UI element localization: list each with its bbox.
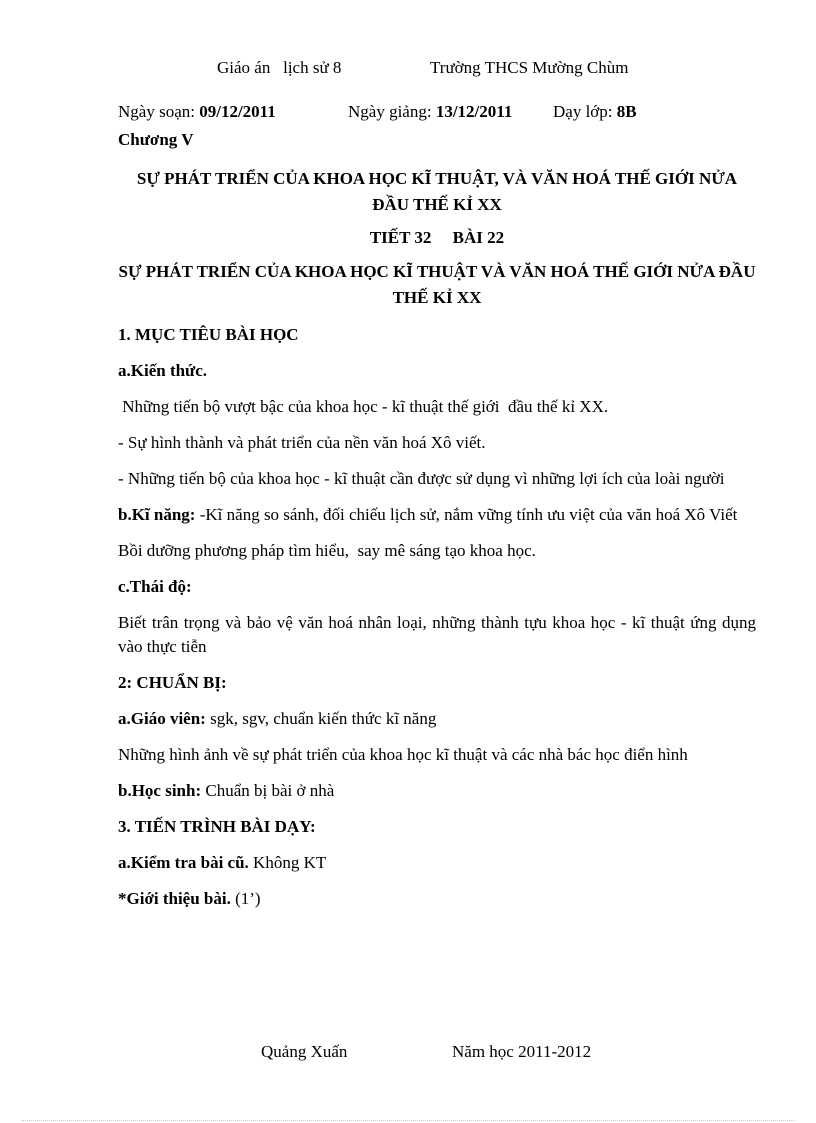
header-subject: Giáo án lịch sử 8 [217, 58, 342, 77]
teacher-paragraph [118, 707, 756, 731]
class-value: 8B [616, 102, 637, 121]
attitude-text: Biết trân trọng và bảo vệ văn hoá nhân loại, những thành tựu khoa học - kĩ thuật ứng dụng vào thực tiễn [118, 613, 756, 656]
knowledge-item-1: Những tiến bộ vượt bậc của khoa học - kĩ thuật thế giới đầu thế kỉ XX. [118, 397, 609, 416]
chapter-title: SỰ PHÁT TRIỂN CỦA KHOA HỌC KĨ THUẬT, VÀ VĂN HOÁ THẾ GIỚI NỬA ĐẦU THẾ KỈ XX [136, 169, 738, 214]
lesson-number: TIẾT 32 BÀI 22 [369, 228, 505, 247]
intro-label: *Giới thiệu bài. [118, 889, 236, 908]
knowledge-heading: a.Kiến thức. [118, 361, 208, 380]
section-objectives-heading: 1. MỤC TIÊU BÀI HỌC [118, 325, 299, 344]
check-label: a.Kiểm tra bài cũ. [118, 853, 254, 872]
section-preparation-heading: 2: CHUẨN BỊ: [118, 673, 227, 692]
teacher-label: a.Giáo viên: [118, 709, 211, 728]
date-line [118, 98, 756, 124]
footer-school-year: Năm học 2011-2012 [452, 1042, 592, 1061]
teach-date-value: 13/12/2011 [435, 102, 513, 121]
intro-paragraph [118, 887, 756, 911]
skills-item-2: Bồi dưỡng phương pháp tìm hiểu, say mê sáng tạo khoa học. [118, 541, 536, 560]
document-body [118, 98, 756, 911]
student-text: Chuẩn bị bài ở nhà [205, 781, 335, 800]
student-label: b.Học sinh: [118, 781, 206, 800]
class-info [553, 100, 637, 124]
section-process-heading: 3. TIẾN TRÌNH BÀI DẠY: [118, 817, 316, 836]
knowledge-item-3: - Những tiến bộ của khoa học - kĩ thuật cần được sử dụng vì những lợi ích của loài người [118, 469, 725, 488]
class-label: Dạy lớp: [553, 102, 617, 121]
page-bottom-divider [22, 1120, 794, 1121]
skills-text: -Kĩ năng so sánh, đối chiếu lịch sử, nắm vững tính ưu việt của văn hoá Xô Viết [199, 505, 738, 524]
check-text: Không KT [253, 853, 327, 872]
intro-text: (1’) [235, 889, 261, 908]
attitude-heading: c.Thái độ: [118, 577, 192, 596]
prep-date-label: Ngày soạn: [118, 102, 200, 121]
lesson-title: SỰ PHÁT TRIỂN CỦA KHOA HỌC KĨ THUẬT VÀ VĂN HOÁ THẾ GIỚI NỬA ĐẦU THẾ KỈ XX [118, 262, 756, 307]
teacher-text: sgk, sgv, chuẩn kiến thức kĩ năng [210, 709, 437, 728]
footer-location: Quảng Xuấn [261, 1042, 348, 1061]
teach-date-label: Ngày giảng: [348, 102, 436, 121]
teach-date [348, 100, 512, 124]
student-paragraph [118, 779, 756, 803]
skills-label: b.Kĩ năng: [118, 505, 200, 524]
check-paragraph [118, 851, 756, 875]
skills-paragraph [118, 503, 756, 527]
chapter-heading: Chương V [118, 130, 194, 149]
prep-date-value: 09/12/2011 [199, 102, 276, 121]
header-school: Trường THCS Mường Chùm [430, 58, 629, 77]
knowledge-item-2: - Sự hình thành và phát triển của nền văn hoá Xô viết. [118, 433, 486, 452]
prep-date [118, 100, 276, 124]
teacher-materials: Những hình ảnh về sự phát triển của khoa học kĩ thuật và các nhà bác học điển hình [118, 745, 688, 764]
